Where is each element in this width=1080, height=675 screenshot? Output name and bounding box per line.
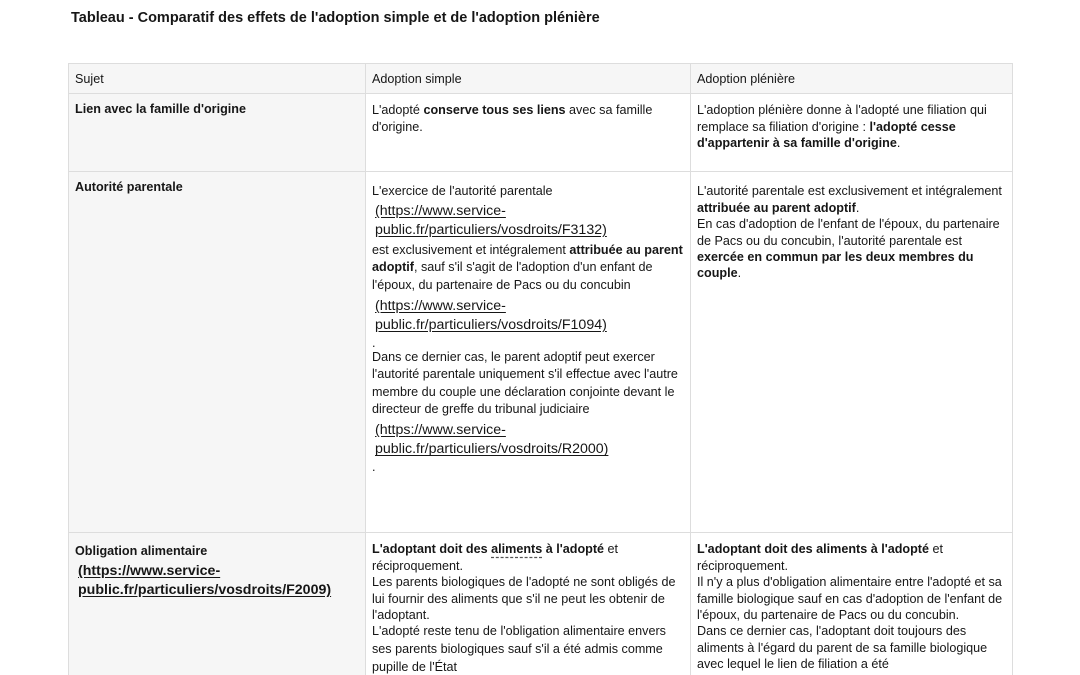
comparison-table <box>68 63 1013 675</box>
cell-simple-autorite-parentale <box>366 172 691 533</box>
cell-text: Il n'y a plus d'obligation alimentaire entre l'adopté et sa famille biologique sauf en cas d'adoption de l'enfant de l'époux, du partenaire de Pacs ou du concubin. <box>697 575 1003 623</box>
cell-text-bold: l'adopté cesse d'appartenir à sa famille d'origine <box>697 119 956 151</box>
dotted-term[interactable]: aliments <box>491 542 543 557</box>
table-row <box>69 533 1013 675</box>
cell-text: et réciproquement. <box>372 542 619 573</box>
cell-text-bold: conserve tous ses liens <box>423 103 566 118</box>
cell-text: Dans ce dernier cas, l'adoptant doit toujours des aliments à l'égard du parent de sa famille biologique avec lequel le lien de filiation a été <box>697 624 988 672</box>
cell-text-bold: L'adoptant doit des aliments à l'adopté <box>697 542 930 557</box>
cell-text: L'autorité parentale est exclusivement et intégralement <box>697 184 1002 199</box>
cell-text: . <box>855 200 860 215</box>
header-adoption-simple: Adoption simple <box>366 64 691 94</box>
cell-text: . <box>372 459 376 474</box>
link-f2009[interactable]: (https://www.service-public.fr/particuliers/vosdroits/F2009) <box>78 562 332 599</box>
cell-text: Les parents biologiques de l'adopté ne sont obligés de lui fournir des aliments que s'il ne peut les obtenir de l'adoptant. <box>372 575 676 623</box>
cut-off-previous-line <box>420 0 880 2</box>
link-f3132[interactable]: (https://www.service-public.fr/particuliers/vosdroits/F3132) <box>375 202 607 239</box>
cell-text: En cas d'adoption de l'enfant de l'époux, du partenaire de Pacs ou du concubin, l'autorité parentale est <box>697 217 1000 248</box>
link-f1094[interactable]: (https://www.service-public.fr/particuliers/vosdroits/F1094) <box>375 297 607 334</box>
cell-text: L'exercice de l'autorité parentale <box>372 184 553 199</box>
cell-text: est exclusivement et intégralement <box>372 242 570 257</box>
cell-text-paragraph <box>697 216 1005 282</box>
table-row <box>69 172 1013 533</box>
cell-simple-obligation-alimentaire <box>366 533 691 675</box>
row-subject-autorite-parentale: Autorité parentale <box>69 172 366 533</box>
header-adoption-pleniere: Adoption plénière <box>691 64 1013 94</box>
cell-text-bold <box>372 542 604 556</box>
cell-pleniere-obligation-alimentaire <box>691 533 1013 675</box>
header-sujet: Sujet <box>69 64 366 94</box>
cell-text: . <box>737 266 742 281</box>
cell-text-paragraph <box>372 242 683 295</box>
table-row <box>69 94 1013 172</box>
cell-pleniere-lien-famille <box>691 94 1013 172</box>
cell-text: et réciproquement. <box>697 542 944 573</box>
cell-text: avec sa famille d'origine. <box>372 103 653 134</box>
cell-text: . <box>372 335 376 350</box>
cell-text: L'adoption plénière donne à l'adopté une filiation qui remplace sa filiation d'origine : <box>697 103 987 134</box>
cell-text: Obligation alimentaire <box>75 544 208 559</box>
cell-text: à l'adopté <box>542 542 605 557</box>
table-title: Tableau - Comparatif des effets de l'adoption simple et de l'adoption plénière <box>71 10 600 26</box>
cell-text-paragraph <box>372 541 683 574</box>
cell-text-paragraph <box>697 541 1005 574</box>
cell-text: , sauf s'il s'agit de l'adoption d'un enfant de l'époux, du partenaire de Pacs ou du concubin <box>372 260 653 292</box>
cell-text: . <box>896 136 901 151</box>
cell-text: L'adoptant doit des <box>372 542 492 557</box>
cell-text: Dans ce dernier cas, le parent adoptif peut exercer l'autorité parentale uniquement s'il effectue avec l'autre membre du couple une déclaration conjointe devant le directeur de greffe du tribunal judiciaire <box>372 349 678 417</box>
cell-text-bold: exercée en commun par les deux membres du couple <box>697 250 974 281</box>
cell-pleniere-autorite-parentale <box>691 172 1013 533</box>
cell-text-bold: attribuée au parent adoptif <box>697 200 856 215</box>
cell-text: L'adopté <box>372 103 424 118</box>
link-r2000[interactable]: (https://www.service-public.fr/particuliers/vosdroits/R2000) <box>375 421 609 458</box>
cell-text: L'adopté reste tenu de l'obligation alimentaire envers ses parents biologiques sauf s'il a été admis comme pupille de l'État <box>372 624 666 674</box>
cell-simple-lien-famille <box>366 94 691 172</box>
table-header-row <box>69 64 1013 94</box>
row-subject-lien-famille: Lien avec la famille d'origine <box>69 94 366 172</box>
cell-text-bold: attribuée au parent adoptif <box>372 242 683 275</box>
row-subject-obligation-alimentaire <box>69 533 366 675</box>
cell-text-paragraph <box>697 183 1005 216</box>
